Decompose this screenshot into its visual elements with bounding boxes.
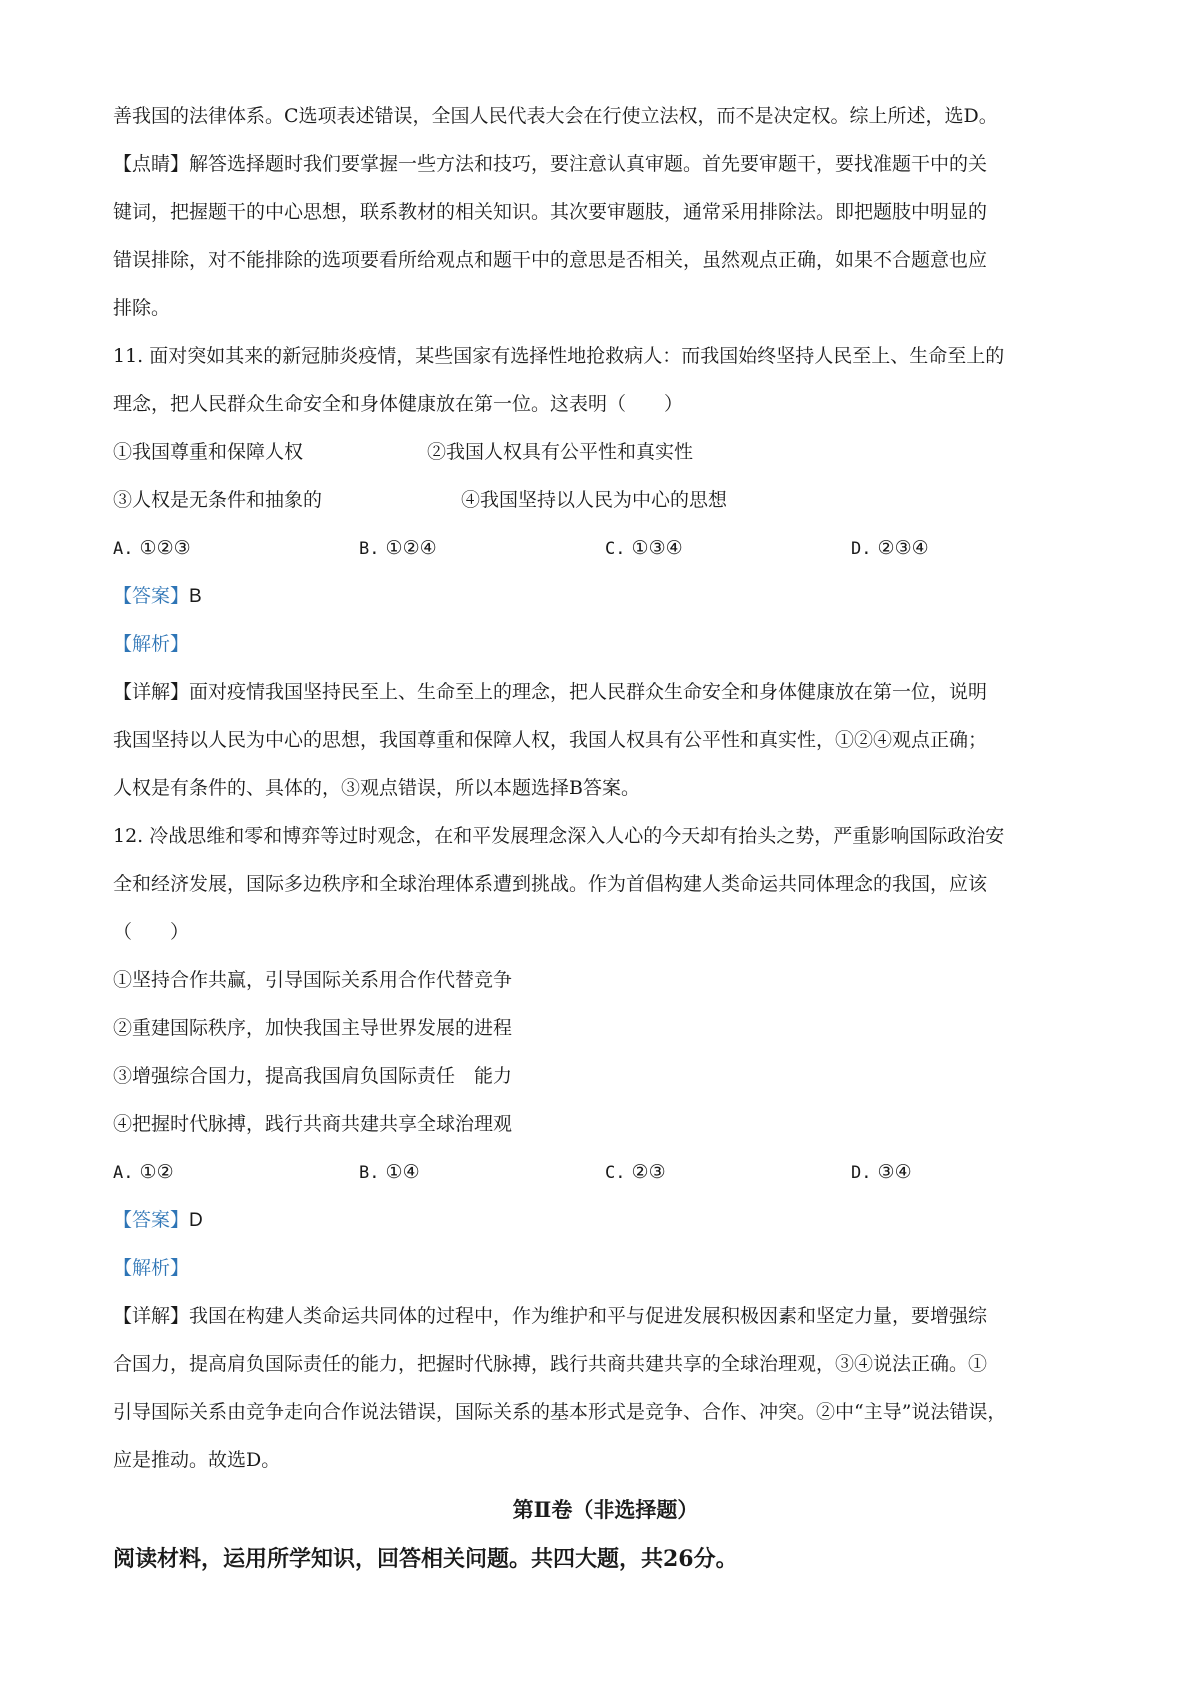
q12-detail-line: 【详解】我国在构建人类命运共同体的过程中，作为维护和平与促进发展积极因素和坚定力量，要增强综: [113, 1305, 988, 1327]
document-page: [113, 92, 1098, 1584]
q12-stem-line: 12. 冷战思维和零和博弈等过时观念，在和平发展理念深入人心的今天却有抬头之势，严重影响国际政治安: [113, 825, 1005, 847]
answer-value: D: [189, 1210, 203, 1231]
q11-analysis-label: 【解析】: [113, 633, 190, 655]
q12-stem-line: （ ）: [113, 921, 190, 943]
q11-option-d: D. ②③④: [851, 537, 929, 559]
q11-detail-line: 【详解】面对疫情我国坚持民至上、生命至上的理念，把人民群众生命安全和身体健康放在第一位，说明: [113, 681, 988, 703]
q11-answer: [113, 572, 1098, 620]
section-title: 第Ⅱ卷（非选择题）: [512, 1497, 699, 1522]
q11-statement: ①我国尊重和保障人权: [113, 441, 304, 463]
tip-line: 排除。: [113, 297, 171, 319]
tip-line: 键词，把握题干的中心思想，联系教材的相关知识。其次要审题肢，通常采用排除法。即把题肢中明显的: [113, 201, 988, 223]
q12-option-c: C. ②③: [605, 1161, 666, 1183]
q11-detail-line: 我国坚持以人民为中心的思想，我国尊重和保障人权，我国人权具有公平性和真实性，①②④观点正确；: [113, 729, 988, 751]
q12-detail-line: 应是推动。故选D。: [113, 1449, 281, 1471]
q12-detail-line: 合国力，提高肩负国际责任的能力，把握时代脉搏，践行共商共建共享的全球治理观，③④说法正确。①: [113, 1353, 988, 1375]
q12-stem-line: 全和经济发展，国际多边秩序和全球治理体系遭到挑战。作为首倡构建人类命运共同体理念的我国，应该: [113, 873, 988, 895]
q11-option-a: A. ①②③: [113, 537, 191, 559]
q12-statement: ③增强综合国力，提高我国肩负国际责任 能力: [113, 1065, 513, 1087]
q11-stem-line: 11. 面对突如其来的新冠肺炎疫情，某些国家有选择性地抢救病人：而我国始终坚持人民至上、生命至上的: [113, 345, 1005, 367]
q11-stem-line: 理念，把人民群众生命安全和身体健康放在第一位。这表明（ ）: [113, 393, 684, 415]
q12-statement: ②重建国际秩序，加快我国主导世界发展的进程: [113, 1017, 513, 1039]
q11-statement: ②我国人权具有公平性和真实性: [427, 441, 694, 463]
q11-option-c: C. ①③④: [605, 537, 683, 559]
q12-option-b: B. ①④: [359, 1161, 420, 1183]
answer-value: B: [189, 586, 202, 607]
q11-option-b: B. ①②④: [359, 537, 437, 559]
answer-label: 【答案】: [113, 585, 190, 607]
q12-analysis-label: 【解析】: [113, 1257, 190, 1279]
q12-detail-line: 引导国际关系由竞争走向合作说法错误，国际关系的基本形式是竞争、合作、冲突。②中“主导”说法错误，: [113, 1401, 1007, 1423]
intro-line: 善我国的法律体系。C选项表述错误，全国人民代表大会在行使立法权，而不是决定权。综上所述，选D。: [113, 105, 998, 127]
q11-options: [113, 524, 1098, 572]
detail-label: 【详解】: [113, 681, 190, 703]
q12-statement: ④把握时代脉搏，践行共商共建共享全球治理观: [113, 1113, 513, 1135]
q12-options: [113, 1148, 1098, 1196]
tip-label: 【点睛】: [113, 153, 190, 175]
q12-answer: [113, 1196, 1098, 1244]
q12-option-a: A. ①②: [113, 1161, 174, 1183]
q11-detail-line: 人权是有条件的、具体的，③观点错误，所以本题选择B答案。: [113, 777, 640, 799]
section-instruction: 阅读材料，运用所学知识，回答相关问题。共四大题，共26分。: [113, 1546, 738, 1572]
tip-line: 【点睛】解答选择题时我们要掌握一些方法和技巧，要注意认真审题。首先要审题干，要找准题干中的关: [113, 153, 988, 175]
q12-option-d: D. ③④: [851, 1161, 912, 1183]
detail-label: 【详解】: [113, 1305, 190, 1327]
tip-line: 错误排除，对不能排除的选项要看所给观点和题干中的意思是否相关，虽然观点正确，如果不合题意也应: [113, 249, 988, 271]
answer-label: 【答案】: [113, 1209, 190, 1231]
q12-statement: ①坚持合作共赢，引导国际关系用合作代替竞争: [113, 969, 513, 991]
q11-statements-row: [113, 476, 1098, 524]
q11-statement: ③人权是无条件和抽象的: [113, 489, 323, 511]
q11-statements-row: [113, 428, 1098, 476]
q11-statement: ④我国坚持以人民为中心的思想: [461, 489, 728, 511]
